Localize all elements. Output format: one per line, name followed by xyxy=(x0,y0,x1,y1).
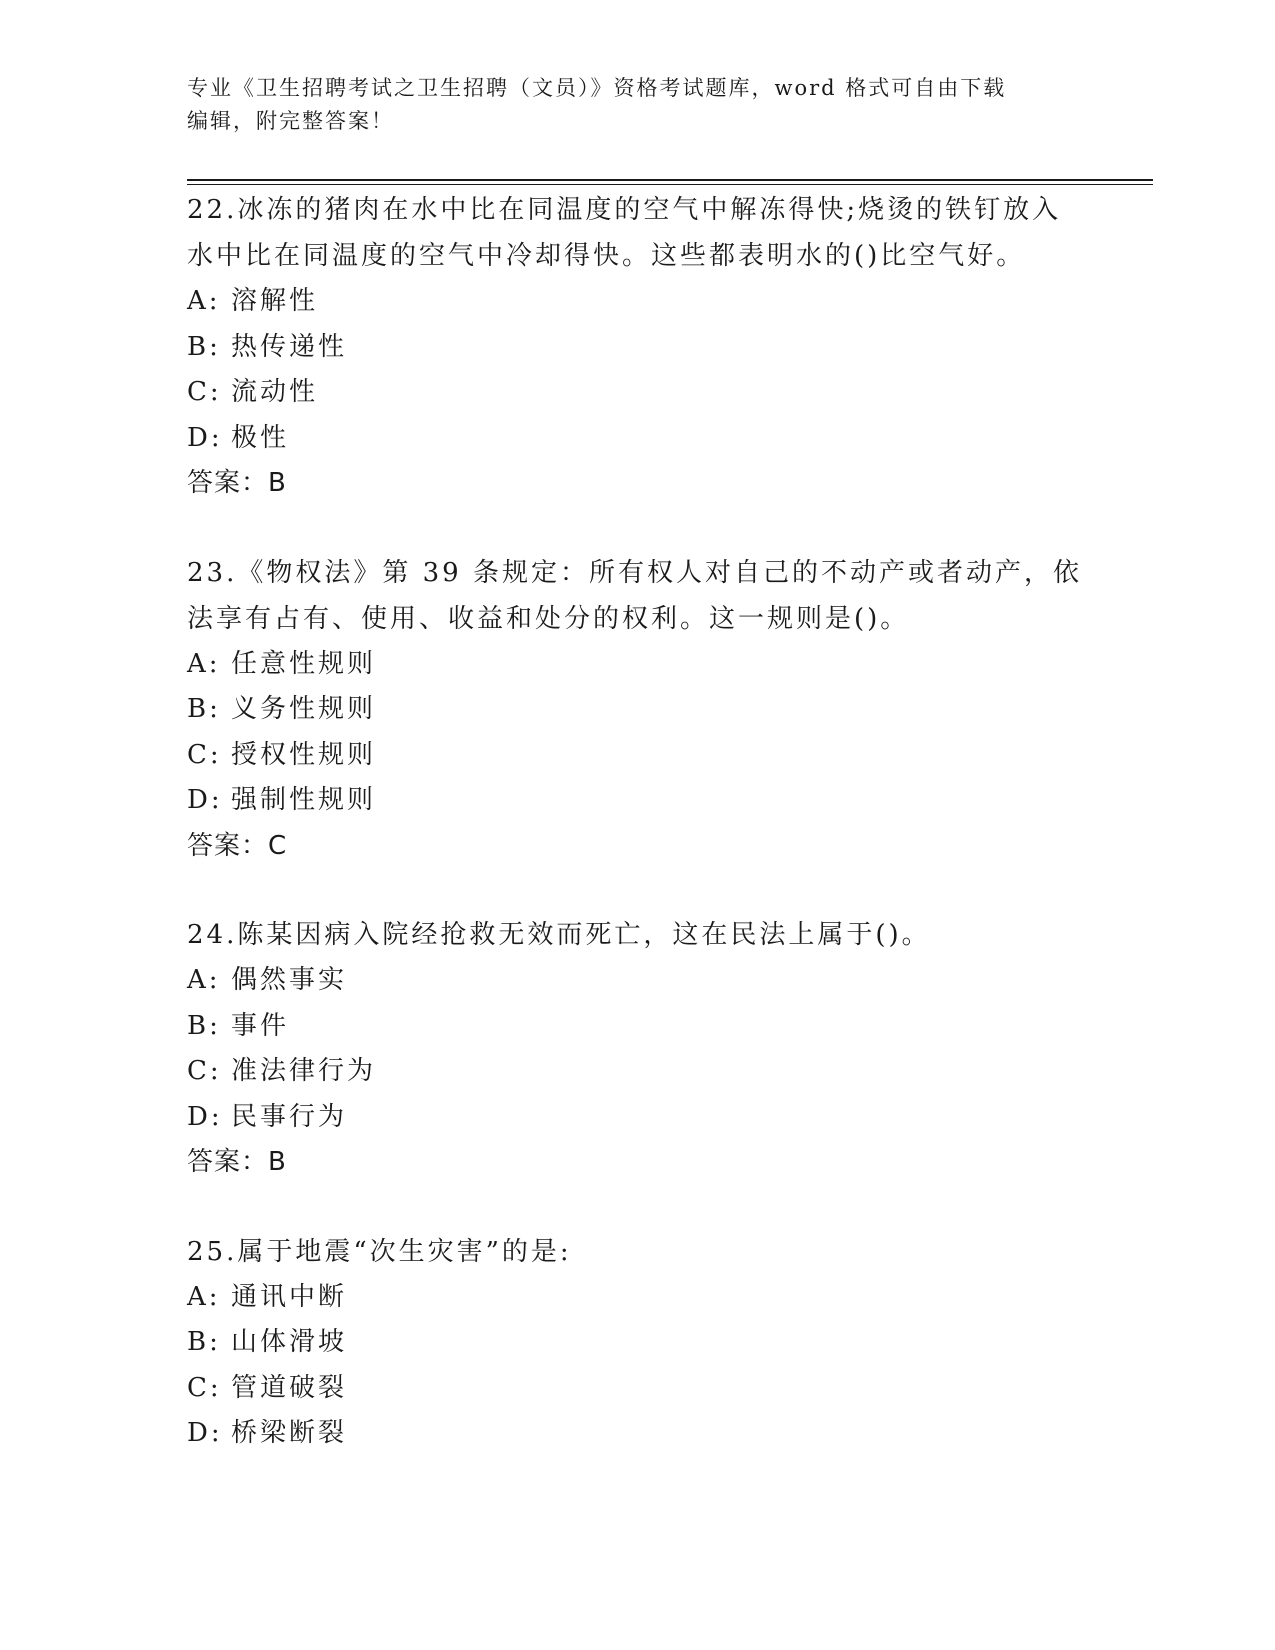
question-25 xyxy=(187,1229,1087,1457)
option-key: D: xyxy=(187,1418,223,1448)
answer-line: 答案：C xyxy=(187,830,288,861)
document-header xyxy=(187,72,1087,138)
option-b xyxy=(187,1004,1087,1050)
option-key: B: xyxy=(187,1327,221,1357)
header-divider-thick xyxy=(187,179,1153,181)
option-a xyxy=(187,958,1087,1004)
option-text: 准法律行为 xyxy=(231,1056,377,1086)
answer-line: 答案：B xyxy=(187,468,287,498)
option-text: 通讯中断 xyxy=(231,1281,348,1312)
option-key: C: xyxy=(187,1056,222,1086)
option-text: 溶解性 xyxy=(231,286,319,316)
option-b xyxy=(187,1320,1087,1366)
question-22 xyxy=(187,187,1087,507)
question-spacer xyxy=(187,869,1087,912)
option-b xyxy=(187,687,1087,733)
option-key: C: xyxy=(187,739,222,770)
option-key: B: xyxy=(187,1010,221,1041)
answer-line: 答案：B xyxy=(187,1147,287,1177)
option-c xyxy=(187,733,1087,779)
option-text: 义务性规则 xyxy=(231,694,377,724)
option-key: D: xyxy=(187,785,223,815)
question-text-line-1: 23.《物权法》第 39 条规定：所有权人对自己的不动产或者动产，依 xyxy=(187,557,1082,588)
option-text: 管道破裂 xyxy=(231,1372,348,1403)
question-text-line-2: 水中比在同温度的空气中冷却得快。这些都表明水的()比空气好。 xyxy=(187,241,1026,271)
option-key: C: xyxy=(187,1372,222,1403)
question-text-line-1: 25.属于地震“次生灾害”的是: xyxy=(187,1236,572,1267)
option-c xyxy=(187,1049,1087,1095)
question-text xyxy=(187,550,1087,642)
header-divider-thin xyxy=(187,184,1153,185)
option-text: 授权性规则 xyxy=(231,739,377,770)
option-text: 桥梁断裂 xyxy=(231,1418,348,1448)
question-text-line-1: 22.冰冻的猪肉在水中比在同温度的空气中解冻得快;烧烫的铁钉放入 xyxy=(187,195,1062,225)
option-key: A: xyxy=(187,1281,221,1312)
option-a xyxy=(187,642,1087,688)
option-key: C: xyxy=(187,377,222,407)
option-d xyxy=(187,778,1087,824)
header-intro-line-2: 编辑，附完整答案！ xyxy=(187,109,394,133)
option-key: A: xyxy=(187,286,221,316)
option-d xyxy=(187,1411,1087,1457)
question-text xyxy=(187,187,1087,279)
question-23 xyxy=(187,550,1087,870)
option-text: 事件 xyxy=(231,1010,290,1041)
option-text: 流动性 xyxy=(231,377,319,407)
option-text: 山体滑坡 xyxy=(231,1327,348,1357)
option-text: 强制性规则 xyxy=(231,785,377,815)
question-text-line-2: 法享有占有、使用、收益和处分的权利。这一规则是()。 xyxy=(187,603,910,634)
option-a xyxy=(187,279,1087,325)
question-text xyxy=(187,1229,1087,1275)
option-text: 偶然事实 xyxy=(231,965,348,995)
option-c xyxy=(187,1366,1087,1412)
option-d xyxy=(187,1095,1087,1141)
question-list xyxy=(187,187,1087,1457)
option-key: D: xyxy=(187,1101,223,1132)
option-key: B: xyxy=(187,694,221,724)
header-intro-line-1: 专业《卫生招聘考试之卫生招聘（文员）》资格考试题库，word 格式可自由下载 xyxy=(187,76,1007,100)
option-text: 极性 xyxy=(231,422,290,453)
question-text xyxy=(187,912,1087,958)
option-text: 任意性规则 xyxy=(231,648,377,679)
question-spacer xyxy=(187,1186,1087,1229)
question-spacer xyxy=(187,507,1087,550)
option-b xyxy=(187,325,1087,371)
option-d xyxy=(187,416,1087,462)
option-key: A: xyxy=(187,965,221,995)
question-text-line-1: 24.陈某因病入院经抢救无效而死亡，这在民法上属于()。 xyxy=(187,920,931,950)
option-a xyxy=(187,1275,1087,1321)
option-text: 民事行为 xyxy=(231,1101,348,1132)
option-key: B: xyxy=(187,331,221,362)
option-text: 热传递性 xyxy=(231,331,348,362)
question-24 xyxy=(187,912,1087,1186)
option-key: A: xyxy=(187,648,221,679)
option-key: D: xyxy=(187,422,223,453)
option-c xyxy=(187,370,1087,416)
